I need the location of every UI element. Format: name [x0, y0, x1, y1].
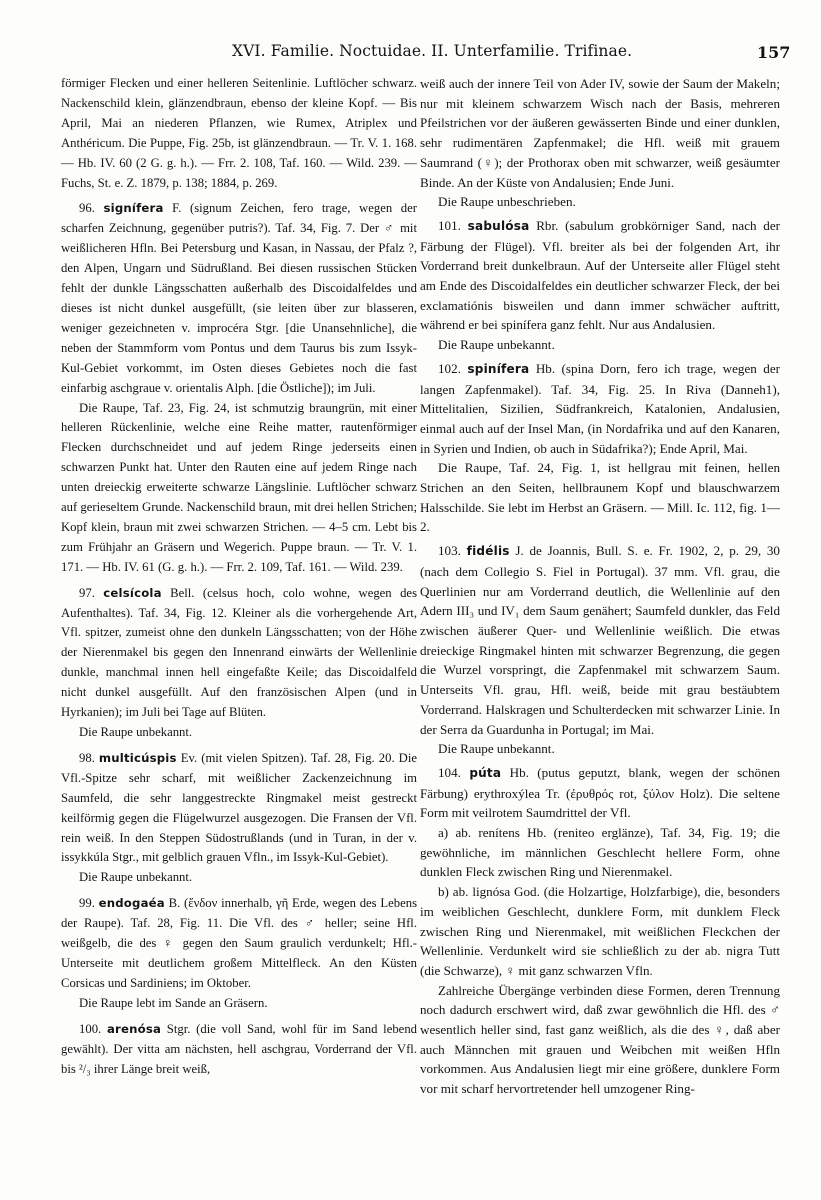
- entry-text: Ev. (mit vielen Spitzen). Taf. 28, Fig. 20. Die Vfl.-Spitze sehr scharf, mit weißlicher Zackenzeichnung im Saumfeld, die sehr langgestreckte Ringmakel meist gestreckt keilförmig gegen die Flügelwurzel ausgezogen. Die Fransen der Vfl. rein weiß. In den Steppen Südostrußlands (und in Turan, in der v. issykkúla Stgr., mit gelblich grauen Vfln., im Issyk-Kul-Gebiet).: [61, 750, 417, 865]
- larva-paragraph: Die Raupe lebt im Sande an Gräsern.: [79, 995, 268, 1010]
- species-name: spinífera: [467, 361, 530, 376]
- entry-text: J. de Joannis, Bull. S. e. Fr. 1902, 2, p. 29, 30 (nach dem Collegio S. Fiel in Portugal). 37 mm. Vfl. grau, die Querlinien nur am Vorderrand deutlich, die Wellenlinie auf den Adern III₃ und IV₁ dem Saum genähert; Saumfeld dunkler, das Feld zwischen äußerer Quer- und Wellenlinie weißlich. Die etwas dreieckige Ringmakel hinten mit schwarzer Begrenzung, die gegen die Wurzel vorspringt, die Zapfenmakel mit schwarzem Saum. Unterseits Vfl. grau, Hfl. weiß, beide mit grau bestäubtem Vorderrand. Halskragen und Schulterdecken mit schwarzer Linie. In der Serra da Guardunha in Portugal; im Mai.: [420, 543, 780, 737]
- entry-97: [61, 584, 417, 723]
- page-header: [0, 34, 821, 64]
- aberration-b: b) ab. lignósa God. (die Holzartige, Holzfarbige), die, besonders im weiblichen Geschlecht, dunklere Form, mit dunklem Fleck zwischen Ring und Nierenmakel, mit weißlichen Fleckchen der Wellenlinie. Verdunkelt wird sie schließlich zu der ab. nigra Tutt (die Schwarze), ♀ mit ganz schwarzen Vfln.: [420, 884, 780, 978]
- entry-number: 97.: [79, 585, 95, 600]
- species-name: arenósa: [106, 1021, 162, 1036]
- entry-100: [61, 1020, 417, 1080]
- closing-paragraph: Zahlreiche Übergänge verbinden diese Formen, deren Trennung noch dadurch erschwert wird, daß zwar gewöhnlich die Hfl. des ♂ wesentlich heller sind, fast ganz weißlich, als die des ♀, daß aber auch Männchen mit grauen und Weibchen mit weißen Hfln vorkommen. Aus Andalusien liegt mir eine größere, dunklere Form vor mit scharf hervortretender hell umzogener Ring-: [420, 982, 780, 1097]
- entry-101: [420, 216, 780, 335]
- entry-96: [61, 199, 417, 398]
- entry-102: [420, 359, 780, 459]
- larva-paragraph: Die Raupe unbeschrieben.: [438, 194, 576, 210]
- entry-text: B. (ἔνδον innerhalb, γῆ Erde, wegen des Lebens der Raupe). Taf. 28, Fig. 11. Die Vfl. des ♂ heller; seine Hfl. weißgelb, die des ♀ gegen den Saum graulich verdunkelt; Hfl.-Unterseite mit deutlichem großem Mittelfleck. An den Küsten Corsicas und Sardiniens; im Oktober.: [61, 896, 417, 990]
- continued-paragraph: weiß auch der innere Teil von Ader IV, sowie der Saum der Makeln; nur mit kleinem schwarzem Wisch nach der Basis, mehreren Pfeilstrichen vor der äußeren gewässerten Binde und einer dunklen, sehr rudimentären Zapfenmakel; die Hfl. weiß mit grauem Saumrand (♀); der Prothorax oben mit schwarzer, weiß gesäumter Binde. An der Küste von Andalusien; Ende Juni.: [420, 76, 780, 190]
- continued-paragraph: förmiger Flecken und einer helleren Seitenlinie. Luftlöcher schwarz. Nackenschild klein, glänzendbraun, ebenso der kleine Kopf. — Bis April, Mai an niederen Pflanzen, wie Rumex, Atriplex und Anthéricum. Die Puppe, Fig. 25b, ist glänzendbraun. — Tr. V. 1. 168. — Hb. IV. 60 (2 G. g. h.). — Frr. 2. 108, Taf. 160. — Wild. 239. — Fuchs, St. e. Z. 1879, p. 138; 1884, p. 269.: [61, 76, 417, 190]
- page-number: 157: [757, 43, 791, 62]
- entry-number: 101.: [438, 217, 461, 233]
- larva-paragraph: Die Raupe unbekannt.: [79, 870, 193, 885]
- species-name: sabulósa: [467, 218, 530, 233]
- left-column: [61, 74, 417, 1150]
- running-title: XVI. Familie. Noctuidae. II. Unterfamilie. Trifinae.: [232, 42, 633, 60]
- species-name: multicúspis: [98, 750, 177, 765]
- larva-paragraph: Die Raupe, Taf. 24, Fig. 1, ist hellgrau mit feinen, hellen Strichen an den Seiten, hellbraunem Kopf und blauschwarzem Halsschilde. Sie lebt im Herbst an Gräsern. — Mill. Ic. 112, fig. 1—2.: [420, 460, 780, 535]
- entry-text: Hb. (spina Dorn, fero ich trage, wegen der langen Zapfenmakel). Taf. 34, Fig. 25. In Riva (Danneh1), Mittelitalien, Sizilien, Südfrankreich, Katalonien, Andalusien, einmal auch auf der Insel Man, (in Nordafrika und auf den Kanaren, in Syrien und Indien, ob auch in Südafrika?); Ende April, Mai.: [420, 360, 780, 456]
- entry-98: [61, 749, 417, 868]
- larva-paragraph: Die Raupe, Taf. 23, Fig. 24, ist schmutzig braungrün, mit einer helleren Rückenlinie, welche eine Reihe matter, rautenförmiger Flecken durchschneidet und auf jedem Ringe jederseits einen schwarzen Punkt hat. Unter den Rauten eine auf jedem Ringe nach unten dreieckig erweiterte schwarze Längslinie. Luftlöcher schwarz auf gerieseltem Grunde. Nackenschild braun, mit drei hellen Strichen; Kopf klein, braun mit zwei schwarzen Strichen. — 4–5 cm. Lebt bis zum Frühjahr an Gräsern und Wegerich. Puppe braun. — Tr. V. 1. 171. — Hb. IV. 61 (G. g. h.). — Frr. 2. 109, Taf. 161. — Wild. 239.: [61, 400, 417, 574]
- entry-number: 96.: [79, 201, 95, 216]
- larva-paragraph: Die Raupe unbekannt.: [438, 337, 555, 353]
- entry-text: Rbr. (sabulum grobkörniger Sand, nach der Färbung der Flügel). Vfl. breiter als bei der folgenden Art, ihr Vorderrand breit dunkelbraun. Auf der Unterseite aller Flügel steht am Ende des Discoidalfeldes ein deutlicher schwarzer Fleck, der bei exclamatiónis bisweilen und dann immer schwächer auftritt, während er bei spinífera ganz fehlt. Nur aus Andalusien.: [420, 217, 780, 333]
- aberration-a: a) ab. renítens Hb. (reniteo erglänze), Taf. 34, Fig. 19; die gewöhnliche, im männlichen Geschlecht hellere Form, ohne dunklen Fleck zwischen Ring und Nierenmakel.: [420, 825, 780, 880]
- entry-number: 100.: [79, 1021, 102, 1036]
- entry-text: Stgr. (die voll Sand, wohl für im Sand lebend gewählt). Der vitta am nächsten, hell aschgrau, Vorderrand der Vfl. bis ²/₃ ihrer Länge breit weiß,: [61, 1021, 417, 1076]
- entry-number: 99.: [79, 896, 95, 911]
- species-name: púta: [469, 765, 502, 780]
- right-column: [420, 74, 780, 1150]
- entry-number: 102.: [438, 360, 461, 376]
- entry-text: Bell. (celsus hoch, colo wohne, wegen des Aufenthaltes). Taf. 34, Fig. 12. Kleiner als die vorhergehende Art, Vfl. spitzer, zumeist ohne den dunkeln Längsschatten; von der Höhe der Nierenmakel bis gegen den Innenrand einwärts der Wellenlinie dunkle, manchmal innen hell eingefaßte Keile; das Discoidalfeld nicht dunkel ausgefüllt. Auf den französischen Alpen (und in Hyrkanien); im Juli bei Tage auf Blüten.: [61, 585, 417, 720]
- species-name: signífera: [103, 201, 164, 216]
- entry-text: Hb. (putus geputzt, blank, wegen der schönen Färbung) erythroxýlea Tr. (ἐρυθρός rot, ξύλον Holz). Die seltene Form mit veilrotem Saumdrittel der Vfl.: [420, 764, 780, 821]
- entry-103: [420, 541, 780, 739]
- entry-99: [61, 894, 417, 994]
- entry-text: F. (signum Zeichen, fero trage, wegen der scharfen Zeichnung, gegenüber putris?). Taf. 34, Fig. 7. Der ♂ mit weißlicheren Hfln. Bei Petersburg und Kasan, in Nassau, der Pfalz ?, den Alpen, Ungarn und Südrußland. Bei diesen russischen Stücken fehlt der dunkle Längsschatten außerhalb des Discoidalfeldes und dieses ist nicht dunkel ausgefüllt, (sie leiten über zur blasseren, weniger gezeichneten v. improcéra Stgr. [die Unansehnliche], die neben der Stammform vom Pontus und dem Taurus bis zum Issyk-Kul-Gebiet vorkommt, im Osten dieses Gebietes noch die fast einfarbig aschgraue v. orientalis Alph. [die Östliche]); im Juli.: [61, 201, 417, 395]
- entry-number: 98.: [79, 750, 95, 765]
- larva-paragraph: Die Raupe unbekannt.: [79, 725, 193, 739]
- entry-number: 104.: [438, 764, 461, 780]
- entry-number: 103.: [438, 543, 461, 559]
- entry-104: [420, 763, 780, 823]
- species-name: endogaéa: [98, 896, 165, 911]
- species-name: fidélis: [466, 544, 510, 559]
- larva-paragraph: Die Raupe unbekannt.: [438, 741, 555, 757]
- species-name: celsícola: [103, 585, 162, 600]
